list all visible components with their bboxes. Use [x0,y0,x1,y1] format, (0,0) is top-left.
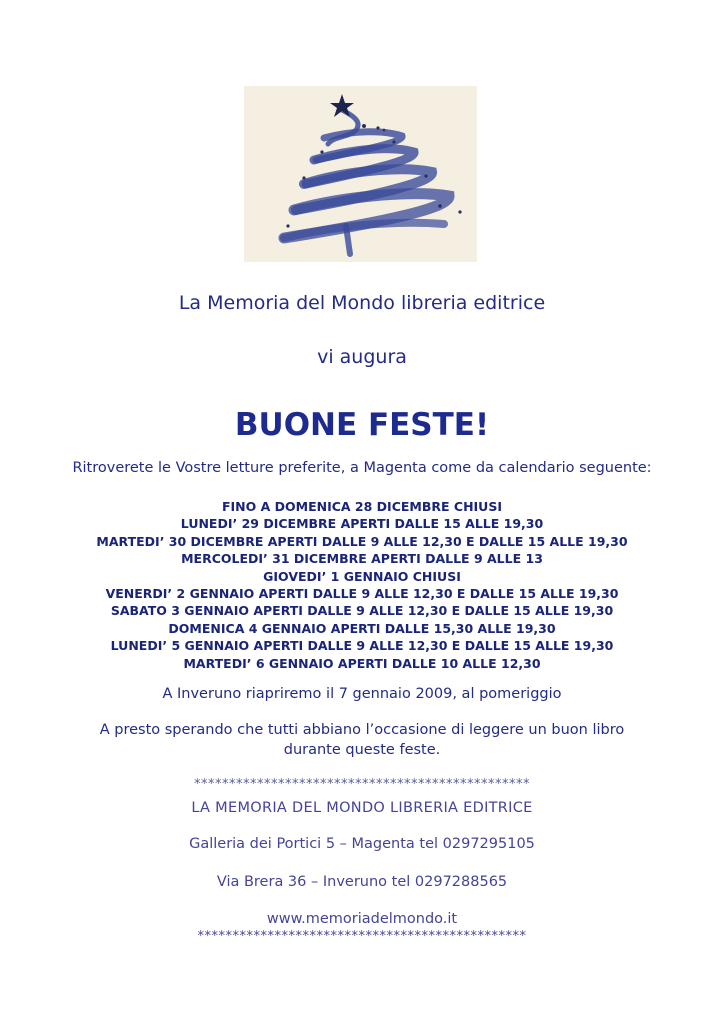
schedule-line: MARTEDI’ 30 DICEMBRE APERTI DALLE 9 ALLE 12,30 E DALLE 15 ALLE 19,30 [96,533,628,549]
schedule-line: GIOVEDI’ 1 GENNAIO CHIUSI [263,568,461,584]
separator-bottom: *********************************************** [197,929,527,944]
greeting-title: BUONE FESTE! [234,407,490,443]
separator-top: ************************************************ [194,777,530,792]
schedule-line: FINO A DOMENICA 28 DICEMBRE CHIUSI [221,499,502,514]
wish-text: A presto sperando che tutti abbiano l’occasione di leggere un buon libro durante queste feste. [99,722,625,758]
christmas-tree-icon [244,86,477,262]
opening-schedule [0,498,724,672]
augura-text: vi augura [317,346,407,368]
footer-address-inveruno: Via Brera 36 – Inveruno tel 0297288565 [216,874,508,890]
intro-text: Ritroverete le Vostre letture preferite, a Magenta come da calendario seguente: [72,460,652,476]
schedule-line: DOMENICA 4 GENNAIO APERTI DALLE 15,30 ALLE 19,30 [168,620,556,636]
footer-website-link[interactable]: www.memoriadelmondo.it [266,911,458,927]
schedule-line: MARTEDI’ 6 GENNAIO APERTI DALLE 10 ALLE 12,30 [183,655,541,671]
schedule-line: LUNEDI’ 5 GENNAIO APERTI DALLE 9 ALLE 12,30 E DALLE 15 ALLE 19,30 [110,638,614,654]
footer-address-magenta: Galleria dei Portici 5 – Magenta tel 0297295105 [189,836,535,852]
schedule-line: VENERDI’ 2 GENNAIO APERTI DALLE 9 ALLE 12,30 E DALLE 15 ALLE 19,30 [105,586,619,602]
schedule-line: SABATO 3 GENNAIO APERTI DALLE 9 ALLE 12,30 E DALLE 15 ALLE 19,30 [110,603,614,619]
christmas-tree-illustration [244,86,477,262]
schedule-line: MERCOLEDI’ 31 DICEMBRE APERTI DALLE 9 ALLE 13 [181,551,543,567]
publisher-line: La Memoria del Mondo libreria editrice [178,292,546,314]
footer-company-name: LA MEMORIA DEL MONDO LIBRERIA EDITRICE [191,800,533,816]
reopen-notice: A Inveruno riapriremo il 7 gennaio 2009, al pomeriggio [162,686,562,702]
schedule-line: LUNEDI’ 29 DICEMBRE APERTI DALLE 15 ALLE 19,30 [180,516,544,532]
